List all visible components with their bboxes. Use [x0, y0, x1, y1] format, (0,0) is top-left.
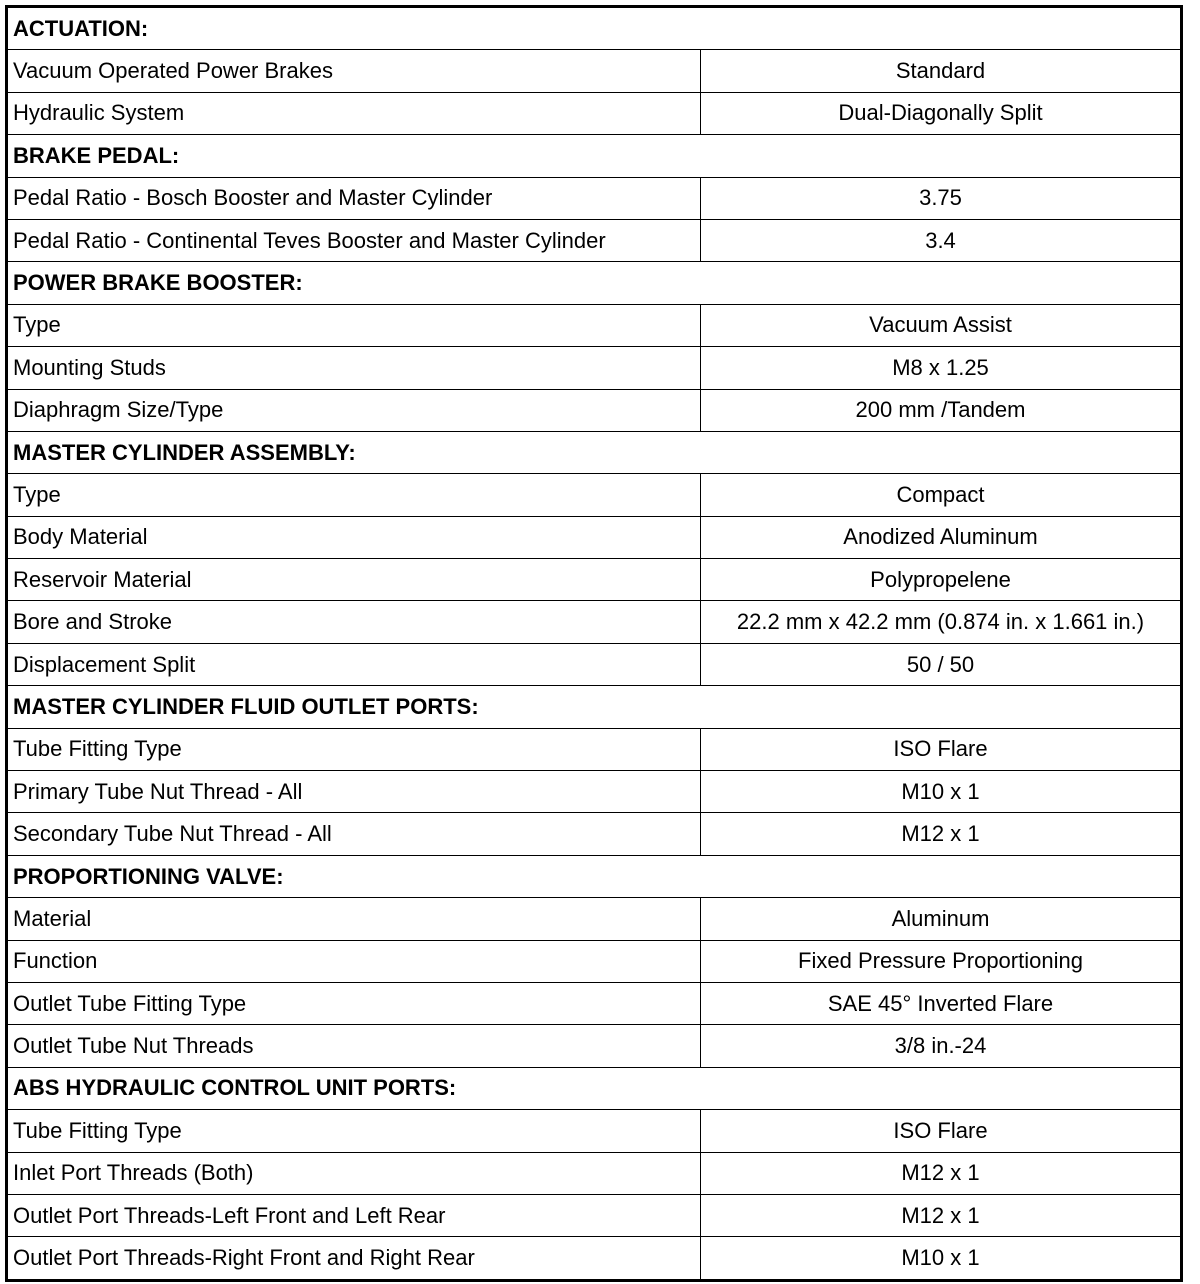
table-row — [7, 516, 1182, 558]
table-row — [7, 728, 1182, 770]
spec-value: 22.2 mm x 42.2 mm (0.874 in. x 1.661 in.) — [701, 601, 1182, 643]
table-row — [7, 771, 1182, 813]
spec-value: Vacuum Assist — [701, 304, 1182, 346]
section-title: ABS HYDRAULIC CONTROL UNIT PORTS: — [7, 1067, 1182, 1109]
section-header-row — [7, 855, 1182, 897]
spec-label: Reservoir Material — [7, 559, 701, 601]
spec-value: 50 / 50 — [701, 643, 1182, 685]
spec-label: Type — [7, 474, 701, 516]
table-row — [7, 601, 1182, 643]
spec-value: M8 x 1.25 — [701, 347, 1182, 389]
brake-specifications-table — [5, 5, 1183, 1282]
spec-label: Type — [7, 304, 701, 346]
section-title: PROPORTIONING VALVE: — [7, 855, 1182, 897]
spec-label: Primary Tube Nut Thread - All — [7, 771, 701, 813]
table-row — [7, 559, 1182, 601]
spec-label: Tube Fitting Type — [7, 728, 701, 770]
spec-value: 3.75 — [701, 177, 1182, 219]
spec-value: ISO Flare — [701, 1110, 1182, 1152]
spec-label: Tube Fitting Type — [7, 1110, 701, 1152]
table-row — [7, 474, 1182, 516]
spec-label: Outlet Tube Nut Threads — [7, 1025, 701, 1067]
section-title: MASTER CYLINDER ASSEMBLY: — [7, 431, 1182, 473]
spec-value: M12 x 1 — [701, 1152, 1182, 1194]
spec-label: Mounting Studs — [7, 347, 701, 389]
table-row — [7, 177, 1182, 219]
section-header-row — [7, 1067, 1182, 1109]
section-header-row — [7, 686, 1182, 728]
spec-value: M10 x 1 — [701, 1237, 1182, 1280]
table-row — [7, 940, 1182, 982]
table-row — [7, 219, 1182, 261]
spec-value: Anodized Aluminum — [701, 516, 1182, 558]
table-row — [7, 643, 1182, 685]
spec-label: Outlet Tube Fitting Type — [7, 982, 701, 1024]
spec-label: Pedal Ratio - Bosch Booster and Master Cylinder — [7, 177, 701, 219]
spec-value: Aluminum — [701, 898, 1182, 940]
spec-value: 200 mm /Tandem — [701, 389, 1182, 431]
spec-value: M10 x 1 — [701, 771, 1182, 813]
spec-label: Outlet Port Threads-Right Front and Right Rear — [7, 1237, 701, 1280]
spec-label: Material — [7, 898, 701, 940]
spec-label: Displacement Split — [7, 643, 701, 685]
section-header-row — [7, 431, 1182, 473]
section-title: BRAKE PEDAL: — [7, 135, 1182, 177]
table-row — [7, 1152, 1182, 1194]
spec-label: Pedal Ratio - Continental Teves Booster and Master Cylinder — [7, 219, 701, 261]
spec-value: Fixed Pressure Proportioning — [701, 940, 1182, 982]
table-row — [7, 389, 1182, 431]
spec-label: Diaphragm Size/Type — [7, 389, 701, 431]
spec-value: Dual-Diagonally Split — [701, 92, 1182, 134]
spec-value: SAE 45° Inverted Flare — [701, 982, 1182, 1024]
spec-label: Hydraulic System — [7, 92, 701, 134]
section-header-row — [7, 7, 1182, 50]
spec-label: Inlet Port Threads (Both) — [7, 1152, 701, 1194]
spec-value: Compact — [701, 474, 1182, 516]
table-row — [7, 898, 1182, 940]
spec-value: 3.4 — [701, 219, 1182, 261]
spec-value: Standard — [701, 50, 1182, 92]
section-header-row — [7, 262, 1182, 304]
table-row — [7, 813, 1182, 855]
table-row — [7, 304, 1182, 346]
table-row — [7, 1110, 1182, 1152]
section-header-row — [7, 135, 1182, 177]
spec-label: Bore and Stroke — [7, 601, 701, 643]
spec-label: Function — [7, 940, 701, 982]
spec-value: ISO Flare — [701, 728, 1182, 770]
table-row — [7, 50, 1182, 92]
section-title: ACTUATION: — [7, 7, 1182, 50]
spec-value: Polypropelene — [701, 559, 1182, 601]
table-row — [7, 1025, 1182, 1067]
section-title: MASTER CYLINDER FLUID OUTLET PORTS: — [7, 686, 1182, 728]
table-row — [7, 1194, 1182, 1236]
spec-value: 3/8 in.-24 — [701, 1025, 1182, 1067]
table-row — [7, 1237, 1182, 1280]
spec-label: Vacuum Operated Power Brakes — [7, 50, 701, 92]
spec-value: M12 x 1 — [701, 1194, 1182, 1236]
table-row — [7, 982, 1182, 1024]
spec-label: Secondary Tube Nut Thread - All — [7, 813, 701, 855]
spec-label: Outlet Port Threads-Left Front and Left Rear — [7, 1194, 701, 1236]
section-title: POWER BRAKE BOOSTER: — [7, 262, 1182, 304]
table-row — [7, 347, 1182, 389]
table-row — [7, 92, 1182, 134]
spec-label: Body Material — [7, 516, 701, 558]
spec-value: M12 x 1 — [701, 813, 1182, 855]
table-body — [7, 7, 1182, 1281]
